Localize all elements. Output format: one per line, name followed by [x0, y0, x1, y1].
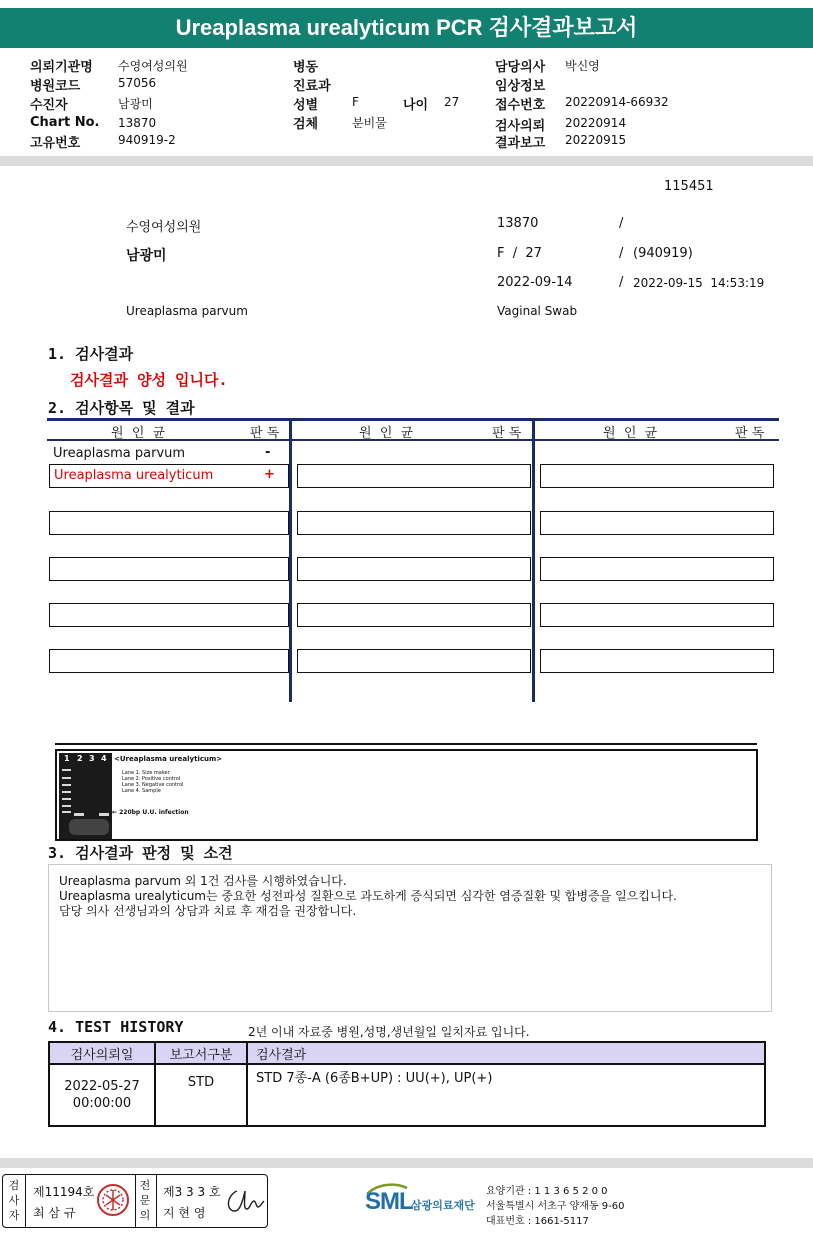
- history-result: STD 7종-A (6종B+UP) : UU(+), UP(+): [247, 1064, 765, 1126]
- gel-panel: [55, 749, 758, 841]
- signature-icon: [223, 1185, 265, 1217]
- separator-slash: /: [619, 216, 624, 231]
- section3-title: 3. 검사결과 판정 및 소견: [48, 844, 233, 862]
- organism-header: 원 인 균: [603, 426, 658, 441]
- history-time: 00:00:00: [72, 1096, 132, 1111]
- empty-cell: [297, 557, 531, 581]
- examiner-name: 최 삼 규: [33, 1206, 76, 1220]
- patient-name: 남광미: [126, 248, 167, 264]
- hospital-label: 의뢰기관명: [30, 60, 93, 75]
- patient-chart: 13870: [497, 216, 539, 231]
- result-summary: 검사결과 양성 입니다.: [70, 371, 228, 389]
- patient-test-item: Ureaplasma parvum: [126, 304, 248, 318]
- separator-slash: /: [619, 246, 624, 261]
- gel-legend-item: Lane 4. Sample: [122, 788, 161, 794]
- history-type: STD: [155, 1064, 247, 1126]
- empty-cell: [49, 649, 289, 673]
- results-grid: [47, 418, 779, 702]
- history-date: 2022-05-27: [64, 1079, 140, 1094]
- result-row-judgement: +: [264, 467, 275, 482]
- receipt-no-value: 20220914-66932: [565, 95, 669, 109]
- result-row-name: Ureaplasma urealyticum: [54, 468, 214, 483]
- history-header: 검사결과: [247, 1042, 765, 1064]
- section2-title: 2. 검사항목 및 결과: [48, 399, 195, 417]
- org-name: 삼광의료재단: [411, 1199, 475, 1212]
- judge-header: 판 독: [735, 426, 765, 441]
- empty-cell: [297, 603, 531, 627]
- clinical-info-label: 임상정보: [495, 79, 546, 94]
- empty-cell: [540, 464, 774, 488]
- unique-id-value: 940919-2: [118, 133, 176, 147]
- receipt-no-label: 접수번호: [495, 98, 546, 113]
- gel-lane-label: 2: [77, 754, 83, 763]
- chart-no-value: 13870: [118, 116, 157, 130]
- serial-number: 115451: [664, 179, 714, 194]
- judge-header: 판 독: [492, 426, 522, 441]
- history-header-row: [49, 1042, 765, 1064]
- judge-header: 판 독: [250, 426, 280, 441]
- section4-title: 4. TEST HISTORY: [48, 1018, 184, 1036]
- result-row-highlight: [49, 464, 289, 488]
- hospital-code-label: 병원코드: [30, 79, 81, 94]
- header-block: [0, 52, 813, 154]
- specimen-value: 분비물: [352, 116, 387, 130]
- request-date-label: 검사의뢰: [495, 119, 546, 134]
- request-date-value: 20220914: [565, 116, 627, 130]
- gel-band-label: ← 220bp U.U. infection: [112, 809, 189, 816]
- divider: [156, 1175, 157, 1227]
- hospital-code-value: 57056: [118, 76, 157, 90]
- gel-image: [59, 753, 112, 839]
- age-value: 27: [444, 95, 460, 109]
- gel-marker-band: [62, 811, 71, 813]
- gel-glow: [69, 819, 109, 835]
- sex-value: F: [352, 95, 359, 109]
- history-header: 보고서구분: [155, 1042, 247, 1064]
- history-note: 2년 이내 자료중 병원,성명,생년월일 일치자료 입니다.: [248, 1025, 530, 1039]
- grid-top-rule: [47, 418, 779, 421]
- gel-marker-band: [62, 769, 71, 771]
- gel-marker-band: [62, 805, 71, 807]
- age-label: 나이: [403, 98, 429, 113]
- empty-cell: [540, 511, 774, 535]
- footer-divider: [0, 1158, 813, 1168]
- pathologist-label: 전 문 의: [139, 1179, 151, 1222]
- divider: [135, 1175, 136, 1227]
- gel-marker-band: [62, 777, 71, 779]
- history-table: [48, 1041, 766, 1127]
- empty-cell: [49, 603, 289, 627]
- patient-request-date: 2022-09-14: [497, 275, 573, 290]
- org-logo: [365, 1182, 485, 1224]
- sex-label: 성별: [293, 98, 319, 113]
- grid-divider: [532, 418, 535, 702]
- findings-line: 담당 의사 선생님과의 상담과 치료 후 재검을 권장합니다.: [59, 904, 357, 918]
- patient-report-datetime: 2022-09-15 14:53:19: [633, 276, 765, 290]
- history-row: [49, 1064, 765, 1126]
- empty-cell: [540, 603, 774, 627]
- examiner-label: 검 사 자: [8, 1179, 20, 1222]
- gel-legend-item: Lane 2. Positive control: [122, 776, 181, 782]
- logo-text: SML: [365, 1188, 413, 1215]
- examiner-license: 제11194호: [33, 1185, 95, 1199]
- unique-id-label: 고유번호: [30, 136, 81, 151]
- gel-lane-label: 1: [64, 754, 70, 763]
- empty-cell: [540, 649, 774, 673]
- gel-positive-band: [74, 813, 84, 816]
- phone: 대표번호 : 1661-5117: [486, 1216, 589, 1227]
- gel-title: <Ureaplasma urealyticum>: [114, 755, 223, 763]
- gel-marker-band: [62, 784, 71, 786]
- gel-sample-band: [99, 813, 109, 816]
- separator-slash: /: [619, 275, 624, 290]
- address: 서울특별시 서초구 양재동 9-60: [486, 1201, 625, 1212]
- empty-cell: [49, 511, 289, 535]
- patient-specimen-type: Vaginal Swab: [497, 304, 578, 318]
- seal-stamp-icon: [96, 1183, 130, 1217]
- gel-marker-band: [62, 791, 71, 793]
- doctor-value: 박신영: [565, 59, 600, 73]
- empty-cell: [49, 557, 289, 581]
- patient-sex-age: F / 27: [497, 246, 542, 261]
- empty-cell: [297, 649, 531, 673]
- hospital-value: 수영여성의원: [118, 59, 188, 73]
- gel-lane-label: 4: [101, 754, 107, 763]
- patient-value: 남광미: [118, 97, 153, 111]
- result-row-name: Ureaplasma parvum: [53, 446, 186, 461]
- patient-birth: (940919): [633, 246, 693, 261]
- chart-no-label: Chart No.: [30, 115, 100, 130]
- findings-box: [48, 864, 772, 1012]
- history-date-cell: [49, 1064, 155, 1126]
- findings-line: Ureaplasma urealyticum는 중요한 성전파성 질환으로 과도하게 증식되면 심각한 염증질환 및 합병증을 일으킵니다.: [59, 889, 677, 903]
- organism-header: 원 인 균: [111, 426, 166, 441]
- doctor-label: 담당의사: [495, 60, 546, 75]
- report-date-label: 결과보고: [495, 136, 546, 151]
- gel-lane-label: 3: [89, 754, 95, 763]
- patient-label: 수진자: [30, 98, 68, 113]
- gel-marker-band: [62, 798, 71, 800]
- patient-hospital: 수영여성의원: [126, 220, 202, 235]
- gel-legend-item: Lane 1. Size maker: [122, 770, 170, 776]
- history-header: 검사의뢰일: [49, 1042, 155, 1064]
- gel-rule: [55, 743, 757, 745]
- ward-label: 병동: [293, 60, 319, 75]
- findings-line: Ureaplasma parvum 외 1건 검사를 시행하였습니다.: [59, 874, 347, 888]
- report-date-value: 20220915: [565, 133, 627, 147]
- report-title: Ureaplasma urealyticum PCR 검사결과보고서: [0, 8, 813, 48]
- divider: [25, 1175, 26, 1227]
- pathologist-name: 지 현 영: [163, 1206, 206, 1220]
- result-row-judgement: -: [265, 445, 271, 460]
- signature-panel: [2, 1174, 268, 1228]
- department-label: 진료과: [293, 79, 331, 94]
- specimen-label: 검체: [293, 117, 319, 132]
- organism-header: 원 인 균: [359, 426, 414, 441]
- empty-cell: [297, 511, 531, 535]
- empty-cell: [540, 557, 774, 581]
- gel-legend-item: Lane 3. Negative control: [122, 782, 184, 788]
- care-code: 요양기관 : 1 1 3 6 5 2 0 0: [486, 1186, 608, 1197]
- pathologist-license: 제3 3 3 호: [163, 1185, 221, 1199]
- header-divider: [0, 156, 813, 166]
- grid-divider: [289, 418, 292, 702]
- empty-cell: [297, 464, 531, 488]
- section1-title: 1. 검사결과: [48, 345, 134, 363]
